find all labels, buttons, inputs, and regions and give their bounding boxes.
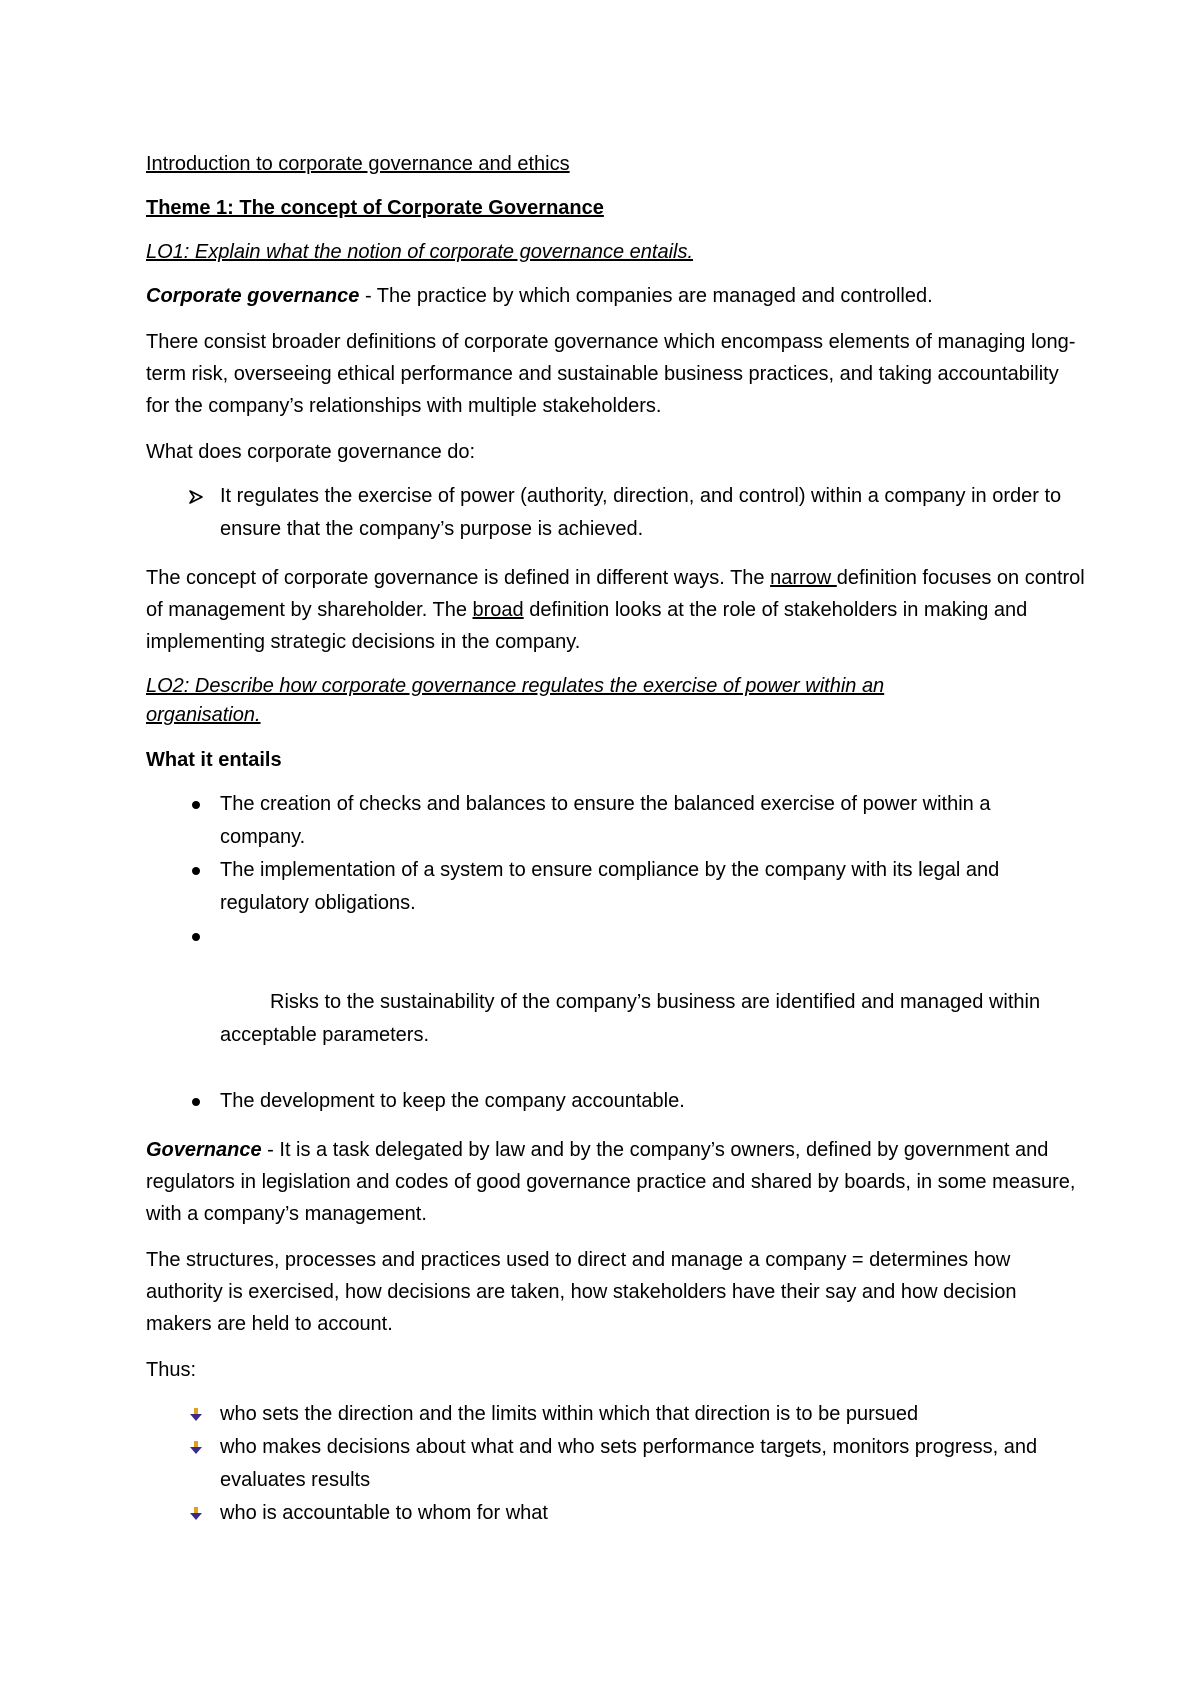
concept-text-a: The concept of corporate governance is defined in different ways. The — [146, 567, 771, 589]
entails-item-text: The creation of checks and balances to ensure the balanced exercise of power within a company. — [220, 793, 991, 848]
definition-governance — [146, 1134, 1086, 1230]
what-it-entails-heading: What it entails — [146, 749, 282, 771]
list-item — [146, 1497, 1086, 1530]
definition-corporate-governance — [146, 280, 1086, 312]
definition-term: Corporate governance — [146, 285, 360, 307]
list-item — [146, 1431, 1086, 1497]
concept-text-c: definition looks at the role of stakeholders in making and implementing strategic decisions in the company. — [146, 599, 1028, 653]
document-title: Introduction to corporate governance and ethics — [146, 153, 570, 175]
question-what-does-cg-do: What does corporate governance do: — [146, 441, 476, 463]
thus-item-text: who sets the direction and the limits within which that direction is to be pursued — [220, 1403, 919, 1425]
list-item — [146, 1085, 1066, 1118]
thus-list — [146, 1398, 1086, 1530]
down-arrow-bullet-icon — [186, 1398, 206, 1431]
document-body — [146, 148, 1086, 1530]
arrow-bullet-icon — [186, 480, 206, 513]
lo1-heading: LO1: Explain what the notion of corporate governance entails. — [146, 241, 694, 263]
list-item — [146, 788, 1066, 854]
list-item — [146, 1398, 1086, 1431]
concept-text-b: definition focuses on control of management by shareholder. The — [146, 567, 1085, 621]
dot-bullet-icon — [186, 854, 206, 887]
paragraph-concept-definitions — [146, 562, 1086, 658]
entails-item-text: Risks to the sustainability of the company’s business are identified and managed within acceptable parameters. — [220, 991, 1046, 1046]
concept-narrow: narrow — [770, 567, 837, 589]
dot-bullet-icon — [186, 1085, 206, 1118]
concept-broad: broad — [472, 599, 524, 621]
paragraph-structures: The structures, processes and practices used to direct and manage a company = determines how authority is exercised, how decisions are taken, how stakeholders have their say and how decision makers are held to account. — [146, 1249, 1017, 1335]
down-arrow-bullet-icon — [186, 1431, 206, 1464]
definition-term: Governance — [146, 1139, 262, 1161]
thus-item-text: who is accountable to whom for what — [220, 1502, 548, 1524]
definition-text: - It is a task delegated by law and by the company’s owners, defined by government and regulators in legislation and codes of good governance practice and shared by boards, in some measure, with a company’s management. — [146, 1139, 1076, 1225]
thus-item-text: who makes decisions about what and who sets performance targets, monitors progress, and evaluates results — [220, 1436, 1038, 1491]
list-item — [146, 920, 1066, 1085]
definition-text: - The practice by which companies are managed and controlled. — [359, 285, 933, 307]
lo2-heading: LO2: Describe how corporate governance regulates the exercise of power within an organisation. — [146, 675, 885, 726]
list-item — [146, 480, 1086, 546]
down-arrow-bullet-icon — [186, 1497, 206, 1530]
entails-item-text: The development to keep the company accountable. — [220, 1090, 685, 1112]
thus-label: Thus: — [146, 1359, 197, 1381]
theme-heading: Theme 1: The concept of Corporate Governance — [146, 197, 604, 219]
arrow-list — [146, 480, 1086, 546]
dot-bullet-icon — [186, 788, 206, 821]
arrow-item-text: It regulates the exercise of power (authority, direction, and control) within a company in order to ensure that the company’s purpose is achieved. — [220, 485, 1062, 540]
entails-list — [146, 788, 1066, 1118]
entails-item-text: The implementation of a system to ensure compliance by the company with its legal and regulatory obligations. — [220, 859, 1000, 914]
dot-bullet-icon — [186, 920, 206, 953]
paragraph-broader-definitions: There consist broader definitions of corporate governance which encompass elements of managing long-term risk, overseeing ethical performance and sustainable business practices, and taking accountability for the company’s relationships with multiple stakeholders. — [146, 331, 1076, 417]
list-item — [146, 854, 1066, 920]
